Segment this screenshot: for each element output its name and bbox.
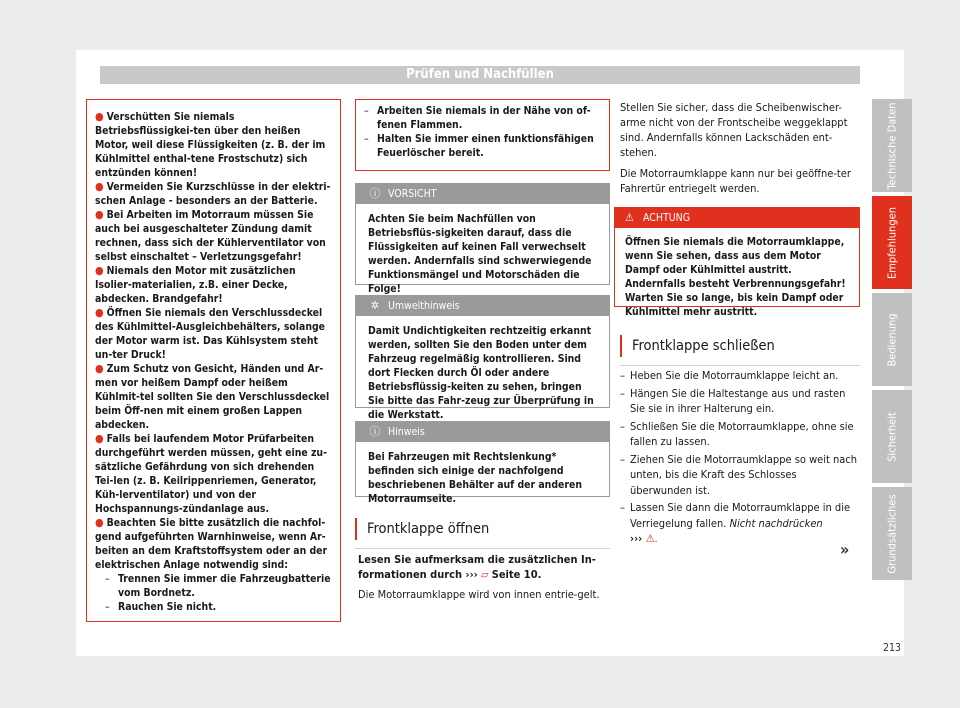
intro-bold: Lesen Sie aufmerksam die zusätzlichen In-formationen durch ››› xyxy=(358,553,596,581)
tab-technische-daten[interactable]: Technische Daten xyxy=(872,99,912,192)
section-title-schliessen: Frontklappe schließen xyxy=(620,335,775,357)
tab-sicherheit[interactable]: Sicherheit xyxy=(872,390,912,483)
environment-icon: ✲ xyxy=(370,299,380,312)
warning-bullet-item: ● Niemals den Motor mit zusätzlichen Isolier-materialien, z.B. einer Decke, abdecken. Brandgefahr! xyxy=(95,264,296,305)
dash-icon: – xyxy=(105,601,110,613)
dash-item: – Trennen Sie immer die Fahrzeugbatterie vom Bordnetz. xyxy=(105,573,331,599)
vorsicht-text: Achten Sie beim Nachfüllen von Betriebsflüs-sigkeiten darauf, dass die Flüssigkeiten auf keinen Fall verwechselt werden. Andernfalls sind schwerwiegende Funktionsmängel und Motorschäden die Folge! xyxy=(368,213,592,295)
dash-icon: – xyxy=(620,386,625,400)
page-number: 213 xyxy=(882,642,902,654)
section-divider-2 xyxy=(620,365,860,366)
page-header: Prüfen und Nachfüllen xyxy=(100,66,860,84)
bullet-icon: ● xyxy=(95,208,104,221)
warning-box-left xyxy=(86,99,341,622)
dash-item: – Halten Sie immer einen funktionsfähigen Feuerlöscher bereit. xyxy=(364,133,594,159)
hinweis-title: Hinweis xyxy=(388,426,425,438)
dash-icon: – xyxy=(620,419,625,433)
dash-icon: – xyxy=(105,573,110,585)
dash-icon: – xyxy=(364,133,369,145)
step-item: – Hängen Sie die Haltestange aus und rasten Sie sie in ihrer Halterung ein. xyxy=(620,386,846,415)
intro-paragraph xyxy=(358,552,608,582)
bullet-icon: ● xyxy=(95,306,104,319)
umwelthinweis-title-bar xyxy=(356,296,609,316)
note-icon: ⓘ xyxy=(369,425,381,438)
dash-icon: – xyxy=(620,452,625,466)
umwelthinweis-box xyxy=(355,295,610,421)
warning-triangle-icon: ⚠ xyxy=(625,211,634,224)
step-item: – Lassen Sie dann die Motorraumklappe in die Verriegelung fallen. Nicht nachdrücken ››› ⚠. xyxy=(620,501,851,545)
continue-arrow-icon: » xyxy=(840,540,850,559)
warning-triangle-icon: ⚠. xyxy=(645,532,658,545)
closing-steps xyxy=(620,368,860,549)
warning-bullet-list xyxy=(95,110,332,572)
tab-empfehlungen[interactable]: Empfehlungen xyxy=(872,196,912,289)
vorsicht-title: VORSICHT xyxy=(388,188,437,200)
umwelthinweis-text: Damit Undichtigkeiten rechtzeitig erkannt werden, sollten Sie den Boden unter dem Fahrzeug regelmäßig kontrollieren. Sind dort Flecken durch Öl oder andere Betriebsflüssig-keiten zu sehen, bringen Sie bitte das Fahr-zeug zur Überprüfung in die Werkstatt. xyxy=(368,325,594,421)
hinweis-text: Bei Fahrzeugen mit Rechtslenkung* befinden sich einige der nachfolgend beschriebenen Behälter auf der anderen Motorraumseite. xyxy=(368,451,582,505)
vorsicht-title-bar xyxy=(356,184,609,204)
warning-bullet-item: ● Beachten Sie bitte zusätzlich die nachfol-gend aufgeführten Warnhinweise, wenn Ar-beiten an dem Kraftstoffsystem oder an der elektrischen Anlage notwendig sind: xyxy=(95,516,328,571)
info-circle-icon: ⓘ xyxy=(369,187,381,200)
step-item: – Ziehen Sie die Motorraumklappe so weit nach unten, bis die Kraft des Schlosses überwunden ist. xyxy=(620,452,858,497)
warning-dash-list xyxy=(105,572,332,614)
bullet-icon: ● xyxy=(95,180,104,193)
dash-icon: – xyxy=(364,105,369,117)
section-divider xyxy=(355,548,610,549)
intro-text: Die Motorraumklappe wird von innen entrie-gelt. xyxy=(358,588,600,601)
bullet-icon: ● xyxy=(95,264,104,277)
step-item: – Heben Sie die Motorraumklappe leicht an. xyxy=(620,369,839,382)
tab-bedienung[interactable]: Bedienung xyxy=(872,293,912,386)
col3-paragraph-1: Stellen Sie sicher, dass die Scheibenwischer-arme nicht von der Frontscheibe weggeklappt sind. Andernfalls können Lackschäden ent-stehen. xyxy=(620,101,848,159)
hinweis-box xyxy=(355,421,610,505)
warning-dash-list-continued xyxy=(364,104,601,160)
bullet-icon: ● xyxy=(95,516,104,529)
dash-item: – Arbeiten Sie niemals in der Nähe von of-fenen Flammen. xyxy=(364,105,591,131)
warning-bullet-item: ● Vermeiden Sie Kurzschlüsse in der elektri-schen Anlage - besonders an der Batterie. xyxy=(95,180,331,207)
tab-grundsaetzliches[interactable]: Grundsätzliches xyxy=(872,487,912,580)
achtung-box xyxy=(614,207,860,318)
warning-bullet-item: ● Bei Arbeiten im Motorraum müssen Sie auch bei ausgeschalteter Zündung damit rechnen, dass sich der Kühlerventilator von selbst einschaltet – Verletzungsgefahr! xyxy=(95,208,326,263)
dash-icon: – xyxy=(620,369,625,382)
bullet-icon: ● xyxy=(95,432,104,445)
bullet-icon: ● xyxy=(95,362,104,375)
warning-bullet-item: ● Zum Schutz von Gesicht, Händen und Ar-men vor heißem Dampf oder heißem Kühlmit-tel sollten Sie den Verschlussdeckel beim Öff-nen mit einem großen Lappen abdecken. xyxy=(95,362,330,431)
warning-bullet-item: ● Öffnen Sie niemals den Verschlussdeckel des Kühlmittel-Ausgleichbehälters, solange der Motor warm ist. Das Kühlsystem steht un-ter Druck! xyxy=(95,306,326,361)
step-note: Nicht nachdrücken xyxy=(726,516,823,530)
book-icon: ▱ xyxy=(480,568,489,581)
steps-list xyxy=(620,368,860,547)
achtung-title-bar xyxy=(615,208,859,228)
dash-item: – Rauchen Sie nicht. xyxy=(105,601,217,613)
warning-bullet-item: ● Falls bei laufendem Motor Prüfarbeiten durchgeführt werden müssen, geht eine zu-sätzliche Gefährdung von sich drehenden Tei-len (z. B. Keilrippenriemen, Generator, Küh-lerventilator) und von der Hochspannungs-zündanlage aus. xyxy=(95,432,327,515)
umwelthinweis-title: Umwelthinweis xyxy=(388,300,460,312)
bullet-icon: ● xyxy=(95,110,104,123)
achtung-title: ACHTUNG xyxy=(643,212,691,224)
section-title-oeffnen: Frontklappe öffnen xyxy=(355,518,489,540)
col3-paragraph-2: Die Motorraumklappe kann nur bei geöffne-ter Fahrertür entriegelt werden. xyxy=(620,167,851,195)
hinweis-title-bar xyxy=(356,422,609,442)
achtung-text: Öffnen Sie niemals die Motorraumklappe, wenn Sie sehen, dass aus dem Motor Dampf oder Kühlmittel austritt. Andernfalls besteht Verbrennungsgefahr! Warten Sie so lange, bis kein Dampf oder Kühlmittel mehr austritt. xyxy=(625,236,846,318)
warning-bullet-item: ● Verschütten Sie niemals Betriebsflüssigkei-ten über den heißen Motor, weil diese Flüssigkeiten (z. B. der im Kühlmittel enthal-tene Frostschutz) sich entzünden können! xyxy=(95,110,326,179)
vorsicht-box xyxy=(355,183,610,295)
warning-box-continued xyxy=(355,99,610,171)
step-ref-link[interactable]: ››› xyxy=(630,532,646,545)
intro-page-link[interactable]: Seite 10. xyxy=(491,568,542,581)
dash-icon: – xyxy=(620,501,625,514)
step-item: – Schließen Sie die Motorraumklappe, ohne sie fallen zu lassen. xyxy=(620,419,854,448)
